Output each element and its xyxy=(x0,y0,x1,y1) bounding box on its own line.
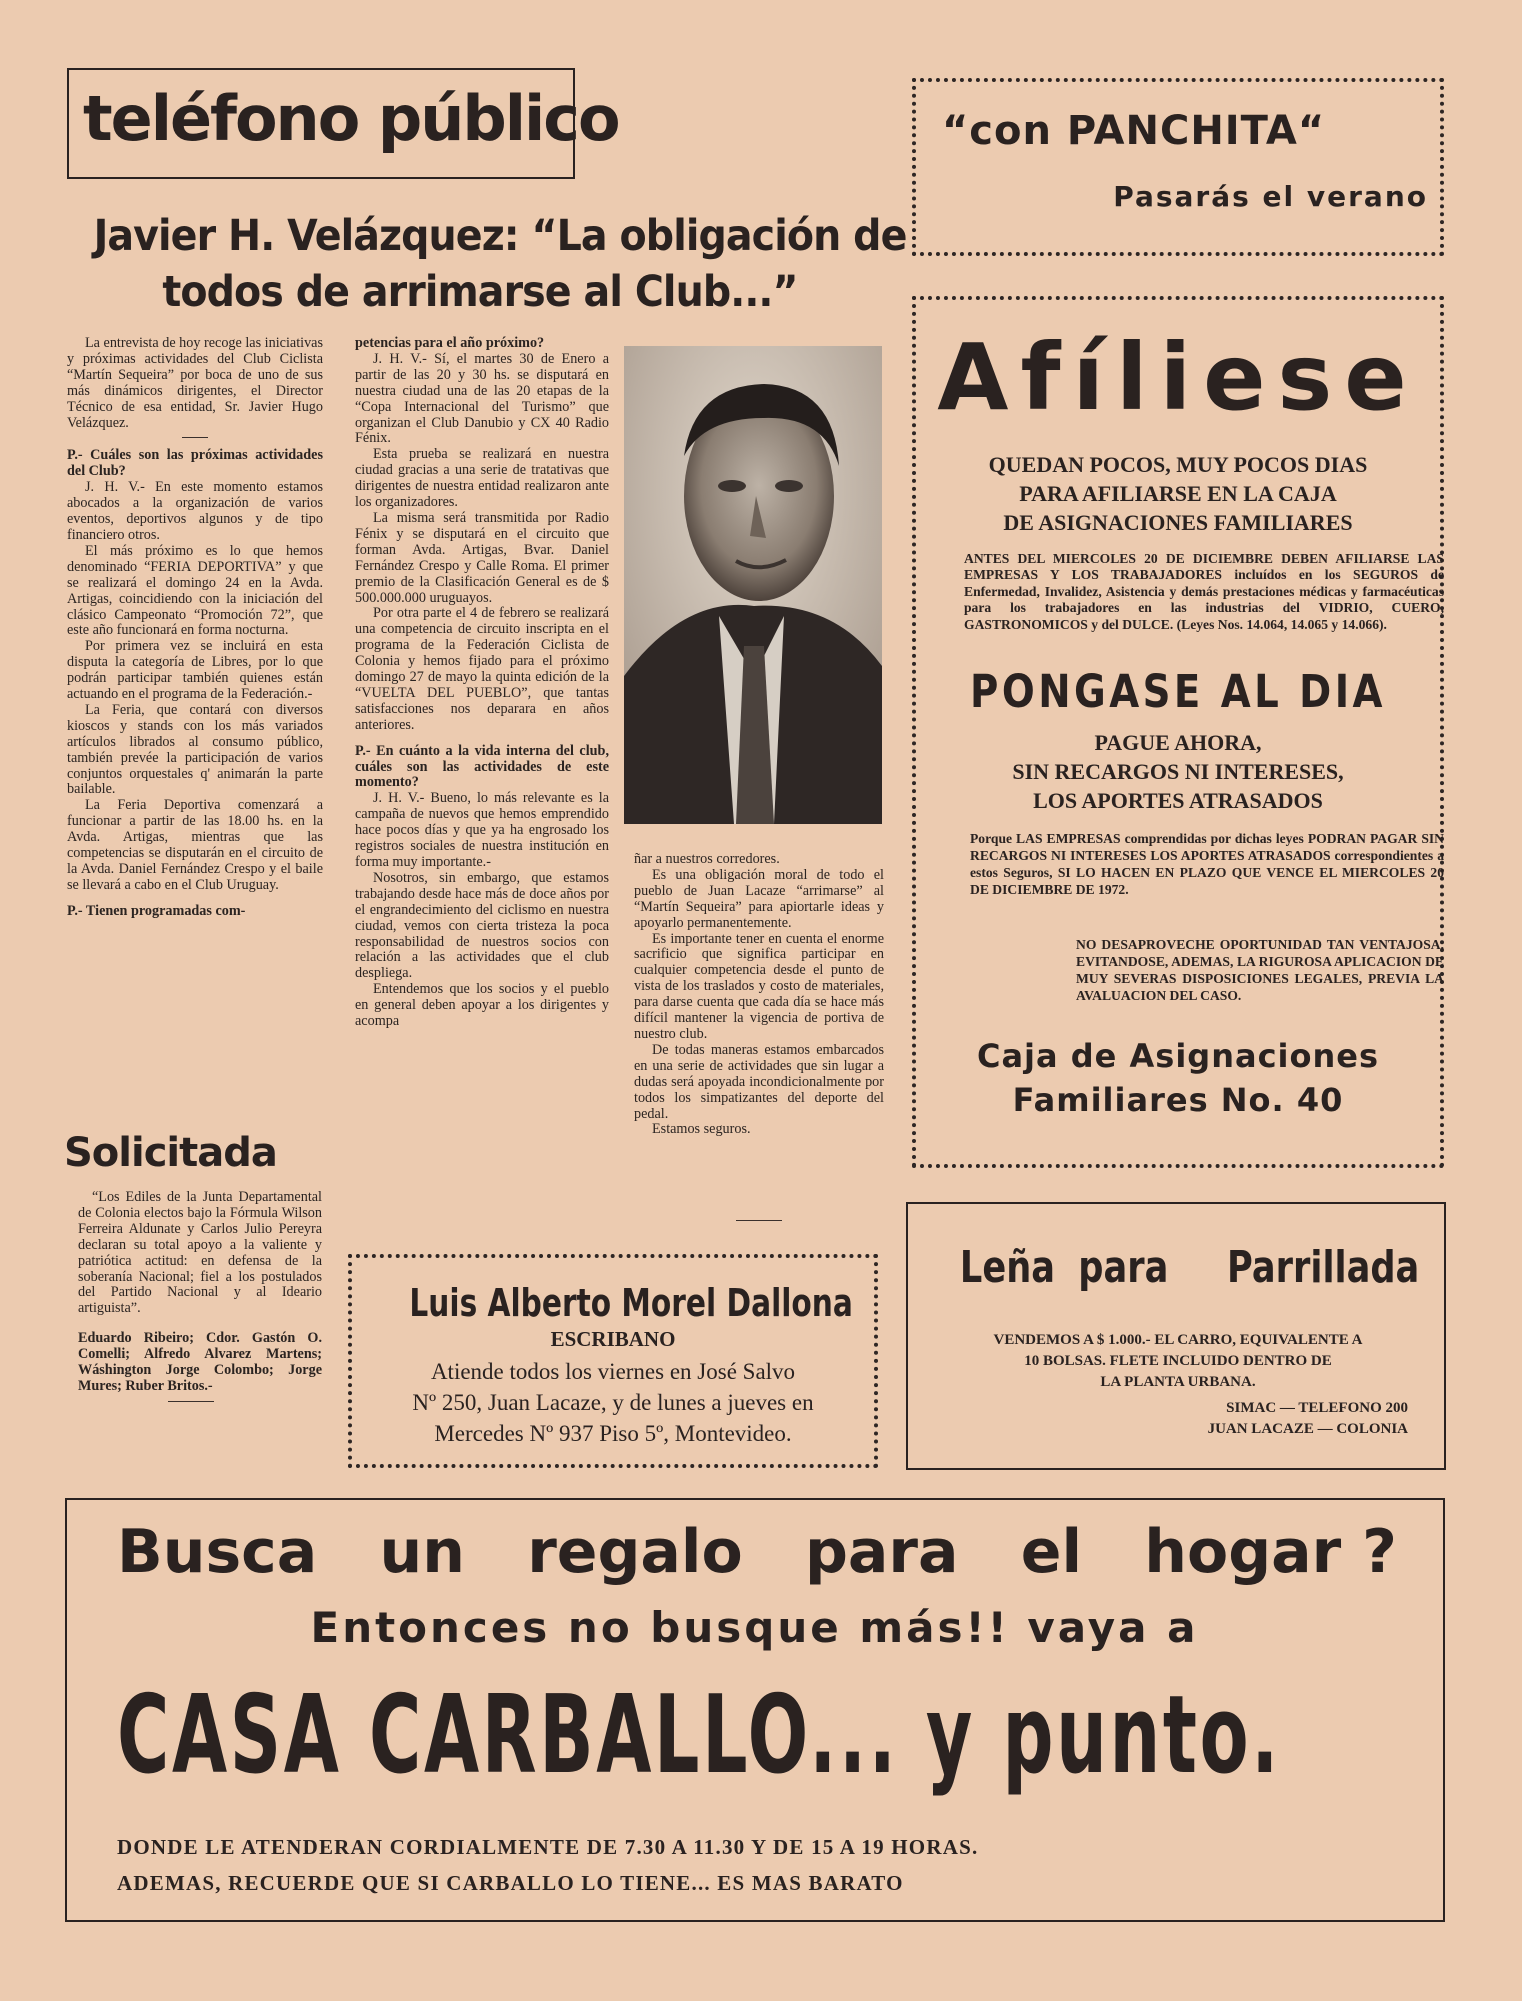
escribano-address xyxy=(352,1356,874,1449)
carballo-line-1 xyxy=(117,1516,1397,1588)
article-paragraph: Entendemos que los socios y el pueblo en general deben apoyar a los dirigentes y acompa xyxy=(355,981,609,1030)
article-end-rule xyxy=(736,1220,782,1221)
afiliese-footer-2: Familiares No. 40 xyxy=(1012,1081,1344,1119)
carballo-line-4: DONDE LE ATENDERAN CORDIALMENTE DE 7.30 A 11.30 Y DE 15 A 19 HORAS. xyxy=(117,1835,979,1859)
ad-escribano xyxy=(348,1254,878,1468)
afiliese-paragraph-1: ANTES DEL MIERCOLES 20 DE DICIEMBRE DEBEN AFILIARSE LAS EMPRESAS Y LOS TRABAJADORES incluídos en los SEGUROS de Enfermedad, Invalidez, Asistencia y demás prestaciones médicas y farmacéuticas para los trabajadores en las industrias del VIDRIO, CUERO, GASTRONOMICOS y del DULCE. (Leyes Nos. 14.064, 14.065 y 14.066). xyxy=(964,551,1444,632)
ad-panchita xyxy=(912,78,1444,256)
escribano-role: ESCRIBANO xyxy=(550,1327,676,1351)
carballo-line-2: Entonces no busque más!! vaya a xyxy=(310,1603,1199,1652)
afiliese-subtitle: PONGASE AL DIA xyxy=(970,665,1386,718)
article-headline xyxy=(60,208,907,320)
portrait-image xyxy=(624,346,882,824)
article-paragraph: Es importante tener en cuenta el enorme sacrificio que significa participar en cualquier competencia desde el punto de vista de los traslados y costo de materiales, para darse cuenta que cada día se hace más difícil mantener la vigencia de portiva de nuestro club. xyxy=(634,930,884,1042)
lena-line-1: VENDEMOS A $ 1.000.- EL CARRO, EQUIVALENTE A xyxy=(993,1332,1363,1348)
article-column-1 xyxy=(67,336,323,1116)
afiliese-lead-2: PARA AFILIARSE EN LA CAJA xyxy=(1019,481,1337,506)
panchita-line-1: “con PANCHITA“ xyxy=(942,108,1326,154)
lena-title-word-1: Leña xyxy=(959,1242,1056,1293)
article-paragraph: Estamos seguros. xyxy=(652,1121,751,1138)
lena-line-5: JUAN LACAZE — COLONIA xyxy=(1207,1421,1408,1437)
lena-line-4: SIMAC — TELEFONO 200 xyxy=(1226,1400,1408,1416)
afiliese-lead-3: DE ASIGNACIONES FAMILIARES xyxy=(1003,510,1353,535)
article-paragraph: La Feria Deportiva comenzará a funcionar a partir de las 18.00 hs. en la Avda. Artigas, mientras que las competencias se disputarán en el circuito de la Avda. Daniel Fernández Crespo y el baile se llevará a cabo en el Club Uruguay. xyxy=(67,797,323,893)
panchita-line-2: Pasarás el verano xyxy=(1113,180,1428,213)
ad-afiliese xyxy=(912,296,1444,1168)
afiliese-paragraph-2: Porque LAS EMPRESAS comprendidas por dichas leyes PODRAN PAGAR SIN RECARGOS NI INTERESES LOS APORTES ATRASADOS correspondientes a estos Seguros, SI LO HACEN EN PLAZO QUE VENCE EL MIERCOLES 20 DE DICIEMBRE DE 1972. xyxy=(970,831,1444,897)
lena-line-2: 10 BOLSAS. FLETE INCLUIDO DENTRO DE xyxy=(1024,1353,1332,1369)
article-paragraph: J. H. V.- En este momento estamos abocados a la organización de varios eventos, deportivos algunos y de tipo financiero otros. xyxy=(67,479,323,543)
interview-question: P.- En cuánto a la vida interna del club, cuáles son las actividades de este momento? xyxy=(355,742,609,791)
afiliese-lead2-2: SIN RECARGOS NI INTERESES, xyxy=(1012,759,1344,784)
carballo-word-5: el xyxy=(1020,1517,1083,1587)
solicitada-body xyxy=(78,1190,322,1406)
carballo-big: CASA CARBALLO... y punto. xyxy=(117,1673,1281,1798)
carballo-line-5: ADEMAS, RECUERDE QUE SI CARBALLO LO TIENE... ES MAS BARATO xyxy=(117,1871,904,1895)
lena-line-3: LA PLANTA URBANA. xyxy=(1100,1374,1256,1390)
carballo-word-3: regalo xyxy=(527,1517,743,1587)
lena-title-word-2: para xyxy=(1078,1242,1169,1293)
article-paragraph: El más próximo es lo que hemos denominado “FERIA DEPORTIVA” y que se realizará el domingo 24 en la Avda. Artigas, coincidiendo con la iniciación del clásico Campeonato “Promoción 72”, que este año funcionará en forma nocturna. xyxy=(67,542,323,639)
afiliese-footer xyxy=(916,1034,1440,1122)
afiliese-footer-1: Caja de Asignaciones xyxy=(976,1037,1380,1075)
interview-question: petencias para el año próximo? xyxy=(355,336,545,351)
afiliese-lead2-3: LOS APORTES ATRASADOS xyxy=(1033,788,1323,813)
afiliese-lead-1: QUEDAN POCOS, MUY POCOS DIAS xyxy=(988,452,1368,477)
interviewee-photo xyxy=(624,346,882,824)
headline-line-2: todos de arrimarse al Club...” xyxy=(162,267,798,317)
article-paragraph: De todas maneras estamos embarcados en una serie de actividades que sin lugar a dudas será apoyada incondicionalmente por todos los simpatizantes del deporte del pedal. xyxy=(634,1041,884,1122)
article-paragraph: Nosotros, sin embargo, que estamos trabajando desde hace más de doce años por el engrandecimiento del ciclismo en nuestra ciudad, vemos con cierta tristeza la poca responsabilidad de nuestros socios con relación a las actividades que el club despliega. xyxy=(355,869,609,982)
column-separator xyxy=(182,437,208,438)
article-column-2 xyxy=(355,336,609,1226)
escribano-line-2: Nº 250, Juan Lacaze, y de lunes a jueves en xyxy=(412,1390,814,1415)
article-paragraph: Esta prueba se realizará en nuestra ciudad gracias a una serie de tratativas que dirigentes de nuestra entidad realizaron ante los organizadores. xyxy=(355,446,609,511)
ad-carballo xyxy=(65,1498,1445,1922)
carballo-word-4: para xyxy=(804,1517,959,1587)
solicitada-text: “Los Ediles de la Junta Departamental de Colonia electos bajo la Fórmula Wilson Ferreira Aldunate y Carlos Julio Pereyra declaran su total apoyo a la valiente y patriótica actitud: en defensa de la soberanía Nacional; fiel a los postulados del Partido Nacional y al Ideario artiguista”. xyxy=(78,1189,322,1317)
section-title: teléfono público xyxy=(83,82,619,155)
carballo-word-6: hogar ? xyxy=(1144,1517,1397,1587)
afiliese-lead2-1: PAGUE AHORA, xyxy=(1094,730,1262,755)
article-paragraph: Por otra parte el 4 de febrero se realizará una competencia de circuito inscripta en el programa de la Federación Ciclista de Colonia y hemos fijado para el próximo domingo 27 de mayo la quinta edición de la “VUELTA DEL PUEBLO”, que tantas satisfacciones nos deparara en años anteriores. xyxy=(355,605,609,733)
afiliese-title: Afíliese xyxy=(937,324,1419,431)
article-paragraph: La entrevista de hoy recoge las iniciativas y próximas actividades del Club Ciclista “Martín Sequeira” por boca de uno de sus más dinámicos dirigentes, el Director Técnico de esa entidad, Sr. Javier Hugo Velázquez. xyxy=(67,336,323,431)
escribano-name: Luis Alberto Morel Dallona xyxy=(409,1281,853,1325)
article-paragraph: J. H. V.- Bueno, lo más relevante es la campaña de nuevos que hemos emprendido hace pocos días y que ya ha engrosado los registros sociales de nuestra institución en forma muy importante.- xyxy=(355,790,609,870)
article-column-3 xyxy=(634,852,884,1232)
solicitada-signers: Eduardo Ribeiro; Cdor. Gastón O. Comelli; Alfredo Alvarez Martens; Wáshington Jorge Colombo; Jorge Mures; Ruber Britos.- xyxy=(78,1330,322,1394)
headline-line-1: Javier H. Velázquez: “La obligación de xyxy=(93,211,907,261)
lena-title xyxy=(948,1240,1420,1296)
section-masthead-box xyxy=(67,68,619,179)
lena-title-word-3: Parrillada xyxy=(1227,1242,1420,1293)
carballo-word-2: un xyxy=(379,1517,465,1587)
escribano-line-1: Atiende todos los viernes en José Salvo xyxy=(430,1359,796,1384)
lena-contact xyxy=(1108,1398,1408,1440)
carballo-word-1: Busca xyxy=(117,1517,318,1587)
solicitada-title: Solicitada xyxy=(64,1130,277,1176)
ad-lena xyxy=(906,1202,1446,1470)
afiliese-lead-2-block xyxy=(916,728,1440,815)
afiliese-lead xyxy=(916,450,1440,537)
article-paragraph: La misma será transmitida por Radio Fénix y se disputará en el circuito que forman Avda. Artigas, Bvar. Daniel Fernández Crespo y Calle Roma. El primer premio de la Clasificación General es de $ 500.000.000 uruguayos. xyxy=(355,509,609,606)
article-paragraph: Es una obligación moral de todo el pueblo de Juan Lacaze “arrimarse” al “Martín Sequeira” para apiortarle ideas y apoyarlo permanentemente. xyxy=(634,866,884,931)
article-paragraph: Por primera vez se incluirá en esta disputa la categoría de Libres, por lo que podrán participar también quienes están actuando en el programa de la Federación.- xyxy=(67,638,323,703)
interview-question: P.- Tienen programadas com- xyxy=(67,902,246,919)
interview-question: P.- Cuáles son las próximas actividades del Club? xyxy=(67,447,323,480)
afiliese-paragraph-3: NO DESAPROVECHE OPORTUNIDAD TAN VENTAJOSA, EVITANDOSE, ADEMAS, LA RIGUROSA APLICACION DE MUY SEVERAS DISPOSICIONES LEGALES, PREVIA LA AVALUACION DEL CASO. xyxy=(1076,937,1444,1003)
escribano-line-3: Mercedes Nº 937 Piso 5º, Montevideo. xyxy=(434,1421,792,1446)
lena-body xyxy=(928,1330,1428,1393)
article-paragraph: ñar a nuestros corredores. xyxy=(634,852,780,867)
article-paragraph: La Feria, que contará con diversos kioscos y stands con los más variados artículos librados al consumo público, también prevée la participación de varios conjuntos orquestales q' animarán la parte bailable. xyxy=(67,701,323,798)
article-paragraph: J. H. V.- Sí, el martes 30 de Enero a partir de las 20 y 30 hs. se disputará en nuestra ciudad una de las 20 etapas de la “Copa Internacional del Turismo” que organizan el Club Danubio y CX 40 Radio Fénix. xyxy=(355,350,609,447)
